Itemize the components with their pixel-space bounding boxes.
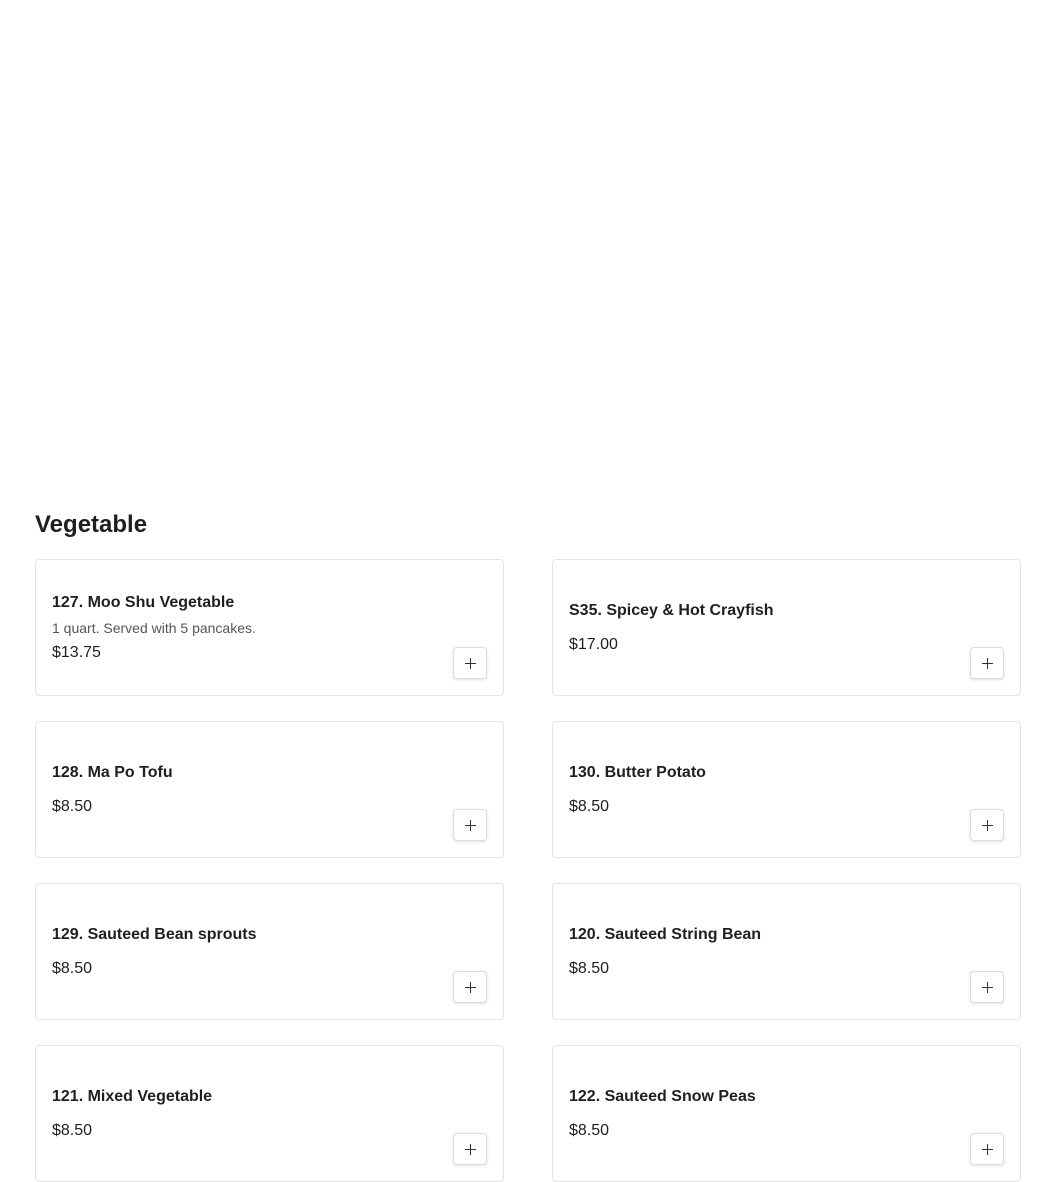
menu-item-card[interactable] bbox=[35, 559, 504, 696]
menu-item-description: 1 quart. Served with 5 pancakes. bbox=[52, 619, 256, 636]
section-title: Vegetable bbox=[35, 511, 148, 538]
menu-item-info bbox=[569, 560, 960, 695]
menu-item-card[interactable] bbox=[35, 1045, 504, 1182]
plus-icon bbox=[982, 1144, 993, 1155]
plus-icon bbox=[982, 820, 993, 831]
menu-item-card[interactable] bbox=[552, 559, 1021, 696]
add-to-cart-button[interactable] bbox=[453, 971, 487, 1003]
menu-item-name: 130. Butter Potato bbox=[569, 763, 706, 781]
menu-item-card[interactable] bbox=[552, 883, 1021, 1020]
menu-item-info bbox=[52, 722, 443, 857]
plus-icon bbox=[465, 820, 476, 831]
menu-item-info bbox=[569, 884, 960, 1019]
menu-item-info bbox=[52, 1046, 443, 1181]
menu-item-price: $13.75 bbox=[52, 643, 101, 661]
menu-item-price: $8.50 bbox=[52, 959, 93, 977]
menu-item-price: $8.50 bbox=[52, 1121, 93, 1139]
add-to-cart-button[interactable] bbox=[970, 1133, 1004, 1165]
add-to-cart-button[interactable] bbox=[970, 809, 1004, 841]
menu-item-price: $8.50 bbox=[569, 797, 610, 815]
blank-area bbox=[0, 0, 1050, 503]
plus-icon bbox=[982, 982, 993, 993]
add-to-cart-button[interactable] bbox=[453, 809, 487, 841]
add-to-cart-button[interactable] bbox=[970, 647, 1004, 679]
menu-item-info bbox=[52, 884, 443, 1019]
add-to-cart-button[interactable] bbox=[970, 971, 1004, 1003]
menu-item-name: 129. Sauteed Bean sprouts bbox=[52, 925, 257, 943]
menu-item-name: 120. Sauteed String Bean bbox=[569, 925, 762, 943]
menu-item-info bbox=[52, 560, 443, 695]
menu-item-card[interactable] bbox=[552, 721, 1021, 858]
menu-item-info bbox=[569, 1046, 960, 1181]
plus-icon bbox=[982, 658, 993, 669]
menu-item-price: $8.50 bbox=[569, 1121, 610, 1139]
menu-item-price: $8.50 bbox=[52, 797, 93, 815]
menu-item-price: $8.50 bbox=[569, 959, 610, 977]
menu-item-name: 121. Mixed Vegetable bbox=[52, 1087, 213, 1105]
menu-item-card[interactable] bbox=[35, 721, 504, 858]
menu-item-card[interactable] bbox=[35, 883, 504, 1020]
menu-item-card[interactable] bbox=[552, 1045, 1021, 1182]
menu-item-name: 128. Ma Po Tofu bbox=[52, 763, 173, 781]
plus-icon bbox=[465, 982, 476, 993]
menu-item-name: 122. Sauteed Snow Peas bbox=[569, 1087, 756, 1105]
menu-item-grid bbox=[35, 559, 1021, 1182]
menu-item-price: $17.00 bbox=[569, 635, 618, 653]
plus-icon bbox=[465, 1144, 476, 1155]
menu-item-name: S35. Spicey & Hot Crayfish bbox=[569, 601, 774, 619]
add-to-cart-button[interactable] bbox=[453, 647, 487, 679]
add-to-cart-button[interactable] bbox=[453, 1133, 487, 1165]
menu-item-name: 127. Moo Shu Vegetable bbox=[52, 593, 235, 611]
plus-icon bbox=[465, 658, 476, 669]
menu-item-info bbox=[569, 722, 960, 857]
